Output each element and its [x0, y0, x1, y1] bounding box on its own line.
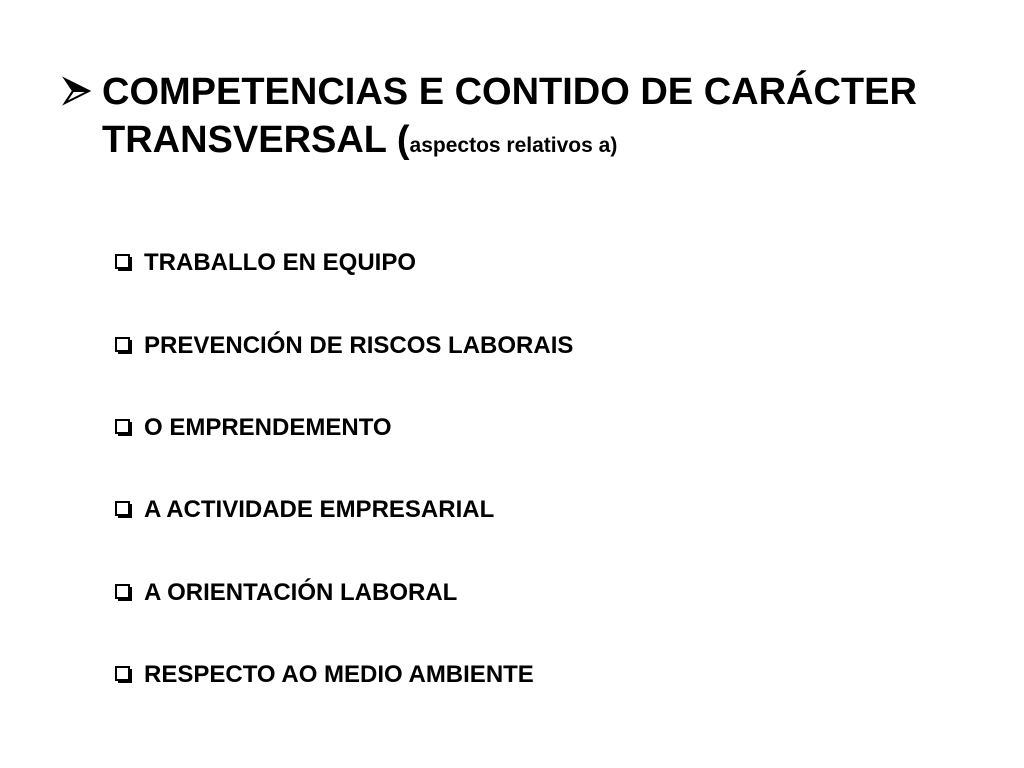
heading-line-1: COMPETENCIAS E CONTIDO DE CARÁCTER — [102, 71, 917, 113]
list-item-label: O EMPRENDEMENTO — [144, 413, 392, 441]
square-bullet-icon — [114, 253, 144, 273]
heading-line-2-main: TRANSVERSAL ( — [102, 119, 410, 161]
list-item-label: RESPECTO AO MEDIO AMBIENTE — [144, 661, 534, 689]
slide-heading — [62, 68, 1002, 170]
square-bullet-icon — [114, 665, 144, 685]
square-bullet-icon — [114, 583, 144, 603]
square-bullet-icon — [114, 500, 144, 520]
list-item — [114, 304, 573, 386]
list-item — [114, 634, 573, 716]
heading-line-2 — [102, 116, 917, 170]
list-item-label: A ACTIVIDADE EMPRESARIAL — [144, 496, 495, 524]
topic-list — [114, 222, 573, 716]
list-item-label: A ORIENTACIÓN LABORAL — [144, 578, 458, 606]
arrowhead-bullet-icon — [62, 68, 102, 106]
heading-line-2-small: aspectos relativos a) — [409, 134, 618, 157]
square-bullet-icon — [114, 336, 144, 356]
list-item — [114, 387, 573, 469]
list-item — [114, 552, 573, 634]
list-item — [114, 469, 573, 551]
square-bullet-icon — [114, 418, 144, 438]
list-item — [114, 222, 573, 304]
heading-text — [102, 68, 917, 170]
list-item-label: TRABALLO EN EQUIPO — [144, 249, 417, 277]
list-item-label: PREVENCIÓN DE RISCOS LABORAIS — [144, 331, 574, 359]
